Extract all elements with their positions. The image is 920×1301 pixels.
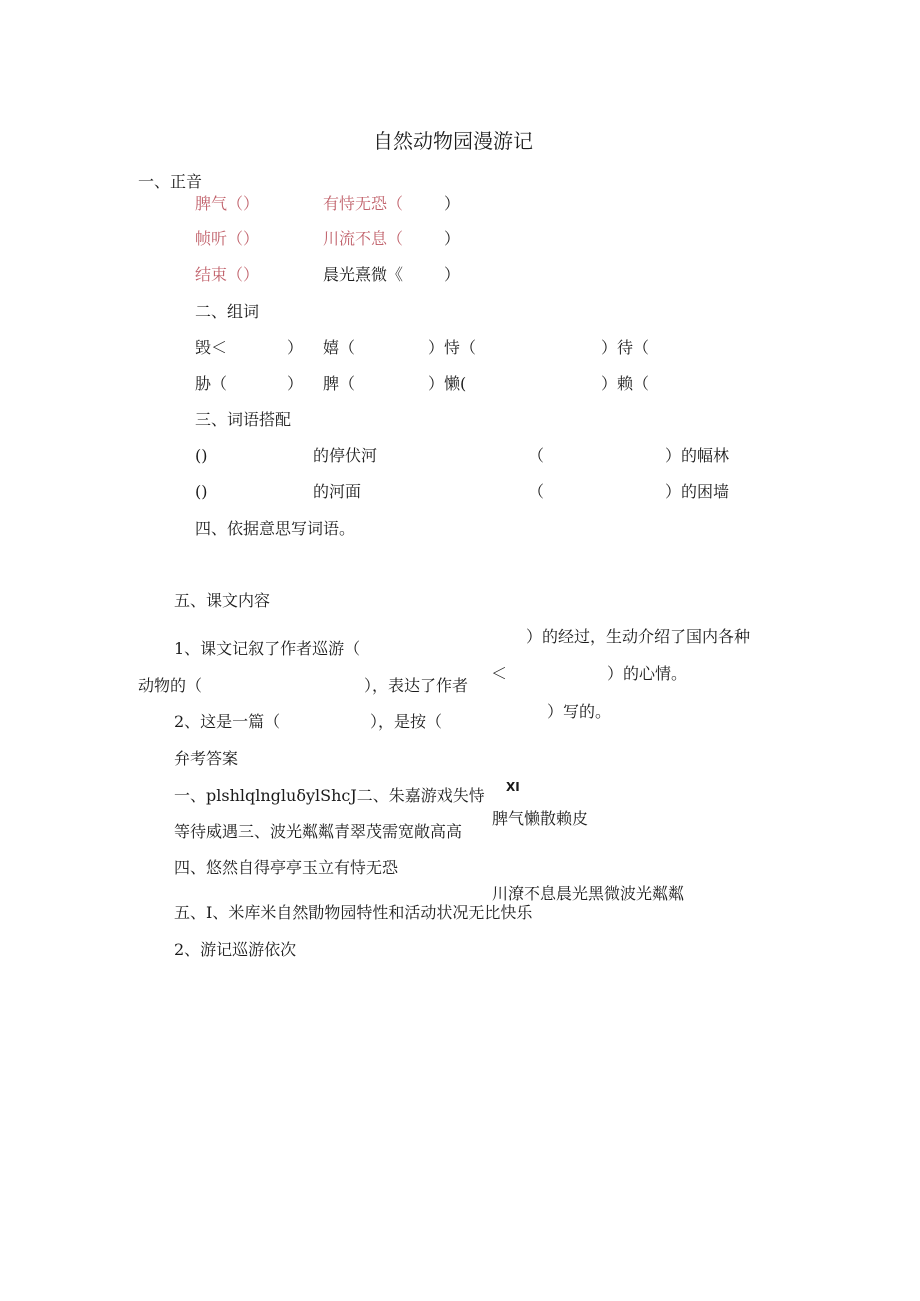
answer-line-4: 五、I、米库米自然勖物园特性和活动状况无比快乐 bbox=[174, 903, 533, 922]
s3-b2: 的河面 bbox=[313, 482, 362, 501]
s1-item-4-close: ） bbox=[444, 229, 461, 248]
answer-line-2: 等待威遇三、波光粼粼青翠茂需宽敞高高 bbox=[174, 822, 463, 841]
s1-item-4: 川流不息（ bbox=[323, 229, 404, 248]
answers-heading: 弁考答案 bbox=[174, 749, 239, 768]
s2-b4: ）懒( bbox=[428, 374, 467, 393]
s2-b5: ）赖（ bbox=[601, 374, 650, 393]
answer-line-5: 2、游记巡游依次 bbox=[174, 940, 297, 959]
s1-item-6: 晨光熹微《 bbox=[323, 265, 404, 284]
s1-item-2: 有恃无恐（ bbox=[323, 194, 404, 213]
s5-q2-part3: ）写的。 bbox=[547, 702, 612, 721]
section-5-heading: 五、课文内容 bbox=[174, 591, 271, 610]
s5-q1-part5: ＜ bbox=[491, 664, 508, 683]
s3-a3: （ bbox=[528, 446, 545, 465]
answer-line-3: 四、悠然自得亭亭玉立有恃无恐 bbox=[174, 858, 399, 877]
answer-right-2: 川潦不息晨光黑微波光粼粼 bbox=[492, 884, 685, 903]
s2-b2: ） bbox=[287, 374, 304, 393]
s5-q1-part4: ），表达了作者 bbox=[364, 676, 469, 695]
s3-a1: () bbox=[195, 446, 208, 465]
s3-a2: 的停伏河 bbox=[313, 446, 378, 465]
page-title: 自然动物园漫游记 bbox=[373, 129, 533, 153]
section-4-heading: 四、依据意思写词语。 bbox=[195, 519, 356, 538]
s1-item-1: 脾气（） bbox=[195, 194, 260, 213]
section-1-heading: 一、正音 bbox=[138, 172, 203, 191]
s5-q1-part3: 动物的（ bbox=[138, 676, 203, 695]
s2-a3: 嬉（ bbox=[323, 338, 356, 357]
s1-item-3: 帧听（） bbox=[195, 229, 260, 248]
s5-q1-part2: ）的经过，生动介绍了国内各种 bbox=[526, 627, 751, 646]
s5-q1-part1: 1、课文记叙了作者巡游（ bbox=[174, 639, 361, 658]
s5-q2-part1: 2、这是一篇（ bbox=[174, 712, 281, 731]
s1-item-2-close: ） bbox=[444, 194, 461, 213]
s3-b4: ）的困墙 bbox=[665, 482, 730, 501]
s5-q1-part6: ）的心情。 bbox=[607, 664, 688, 683]
s1-item-5: 结束（） bbox=[195, 265, 260, 284]
s2-a4: ）恃（ bbox=[428, 338, 477, 357]
s2-a2: ） bbox=[287, 338, 304, 357]
answer-xi-mark: XI bbox=[506, 780, 520, 794]
s3-b1: () bbox=[195, 482, 208, 501]
section-3-heading: 三、词语搭配 bbox=[195, 410, 292, 429]
s2-a5: ）待（ bbox=[601, 338, 650, 357]
s3-a4: ）的幅林 bbox=[665, 446, 730, 465]
s2-b3: 脾（ bbox=[323, 374, 356, 393]
answer-right-1: 脾气懒散赖皮 bbox=[492, 809, 589, 828]
s5-q2-part2: ），是按（ bbox=[370, 712, 443, 731]
s2-a1: 毁＜ bbox=[195, 338, 228, 357]
answer-line-1: 一、plshlqlngluδylShcJ二、朱嘉游戏失恃 bbox=[174, 786, 485, 805]
section-2-heading: 二、组词 bbox=[195, 302, 260, 321]
s3-b3: （ bbox=[528, 482, 545, 501]
s2-b1: 胁（ bbox=[195, 374, 228, 393]
s1-item-6-close: ） bbox=[444, 265, 461, 284]
